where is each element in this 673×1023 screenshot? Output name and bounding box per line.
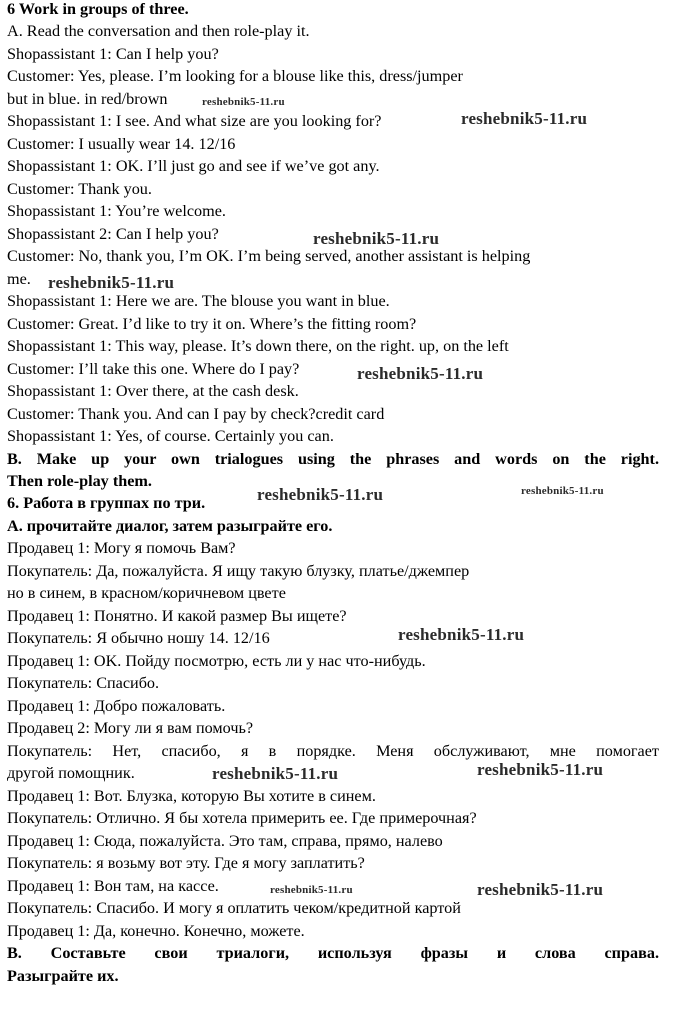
- dialogue-line-en: Shopassistant 1: You’re welcome.: [7, 202, 226, 220]
- dialogue-line-en: Shopassistant 1: Over there, at the cash desk.: [7, 382, 299, 400]
- dialogue-line-en: Customer: No, thank you, I’m OK. I’m being served, another assistant is helping: [7, 247, 531, 265]
- dialogue-line-ru: Продавец 1: Сюда, пожалуйста. Это там, справа, прямо, налево: [7, 831, 443, 850]
- dialogue-line-ru: но в синем, в красном/коричневом цвете: [7, 584, 286, 602]
- watermark: reshebnik5-11.ru: [313, 229, 440, 248]
- dialogue-line-en: Shopassistant 1: Can I help you?: [7, 44, 219, 63]
- watermark: reshebnik5-11.ru: [202, 96, 285, 108]
- dialogue-line-en: Shopassistant 1: OK. I’ll just go and see if we’ve got any.: [7, 157, 380, 175]
- dialogue-line-en: Customer: I’ll take this one. Where do I pay?: [7, 359, 300, 378]
- dialogue-line-en: but in blue. in red/brown: [7, 89, 168, 108]
- dialogue-line-ru: Покупатель: Спасибо.: [7, 674, 160, 692]
- task-b-en-line1: B. Make up your own trialogues using the phrases and words on the right.: [7, 450, 659, 468]
- dialogue-line-ru: Покупатель: Да, пожалуйста. Я ищу такую блузку, платье/джемпер: [7, 561, 470, 580]
- watermark: reshebnik5-11.ru: [477, 880, 604, 899]
- task-b-en-line2: Then role-play them.: [7, 472, 152, 490]
- watermark: reshebnik5-11.ru: [48, 273, 175, 292]
- dialogue-line-ru: Продавец 1: Могу я помочь Вам?: [7, 539, 236, 557]
- task-b-ru-line2: Разыграйте их.: [7, 966, 119, 985]
- dialogue-line-en: Shopassistant 1: Here we are. The blouse you want in blue.: [7, 292, 390, 310]
- watermark: reshebnik5-11.ru: [477, 760, 604, 779]
- heading-ru: 6. Работа в группах по три.: [7, 494, 206, 512]
- task-b-ru-line1: В. Составьте свои триалоги, используя фразы и слова справа.: [7, 944, 659, 962]
- dialogue-line-ru: другой помощник.: [7, 764, 135, 782]
- watermark: reshebnik5-11.ru: [357, 364, 484, 383]
- dialogue-line-ru: Продавец 2: Могу ли я вам помочь?: [7, 719, 254, 737]
- dialogue-line-ru: Продавец 1: Вон там, на кассе.: [7, 876, 219, 895]
- dialogue-line-en: Shopassistant 1: This way, please. It’s down there, on the right. up, on the left: [7, 337, 509, 355]
- dialogue-line-ru: Продавец 1: Понятно. И какой размер Вы ищете?: [7, 606, 347, 625]
- dialogue-line-en: Customer: Yes, please. I’m looking for a blouse like this, dress/jumper: [7, 67, 463, 85]
- dialogue-line-en: Shopassistant 1: Yes, of course. Certainly you can.: [7, 427, 334, 445]
- dialogue-line-ru: Покупатель: Я обычно ношу 14. 12/16: [7, 629, 270, 647]
- watermark: reshebnik5-11.ru: [257, 485, 384, 504]
- dialogue-line-en: Shopassistant 2: Can I help you?: [7, 224, 219, 243]
- dialogue-line-ru: Продавец 1: Вот. Блузка, которую Вы хотите в синем.: [7, 786, 376, 805]
- dialogue-line-ru: Продавец 1: OK. Пойду посмотрю, есть ли у нас что-нибудь.: [7, 651, 426, 670]
- dialogue-line-ru: Покупатель: я возьму вот эту. Где я могу заплатить?: [7, 854, 365, 872]
- watermark: reshebnik5-11.ru: [270, 884, 353, 896]
- dialogue-line-ru: Продавец 1: Добро пожаловать.: [7, 696, 226, 715]
- dialogue-line-en: Shopassistant 1: I see. And what size are you looking for?: [7, 112, 382, 130]
- dialogue-line-en: Customer: Great. I’d like to try it on. Where’s the fitting room?: [7, 314, 417, 333]
- dialogue-line-en: Customer: Thank you.: [7, 179, 152, 198]
- task-a-ru: А. прочитайте диалог, затем разыграйте его.: [7, 516, 333, 535]
- watermark: reshebnik5-11.ru: [212, 764, 339, 783]
- dialogue-line-en: Customer: Thank you. And can I pay by check?credit card: [7, 404, 385, 423]
- dialogue-line-ru: Продавец 1: Да, конечно. Конечно, можете.: [7, 921, 305, 940]
- dialogue-line-ru: Покупатель: Нет, спасибо, я в порядке. Меня обслуживают, мне помогает: [7, 741, 659, 760]
- dialogue-line-ru: Покупатель: Спасибо. И могу я оплатить чеком/кредитной картой: [7, 899, 461, 917]
- watermark: reshebnik5-11.ru: [521, 485, 604, 497]
- task-a-en: A. Read the conversation and then role-play it.: [7, 22, 310, 40]
- dialogue-line-ru: Покупатель: Отлично. Я бы хотела примерить ее. Где примерочная?: [7, 809, 477, 827]
- dialogue-line-en: Customer: I usually wear 14. 12/16: [7, 134, 236, 153]
- watermark: reshebnik5-11.ru: [398, 625, 525, 644]
- dialogue-line-en: me.: [7, 269, 31, 288]
- watermark: reshebnik5-11.ru: [461, 109, 588, 128]
- heading-en: 6 Work in groups of three.: [7, 0, 189, 18]
